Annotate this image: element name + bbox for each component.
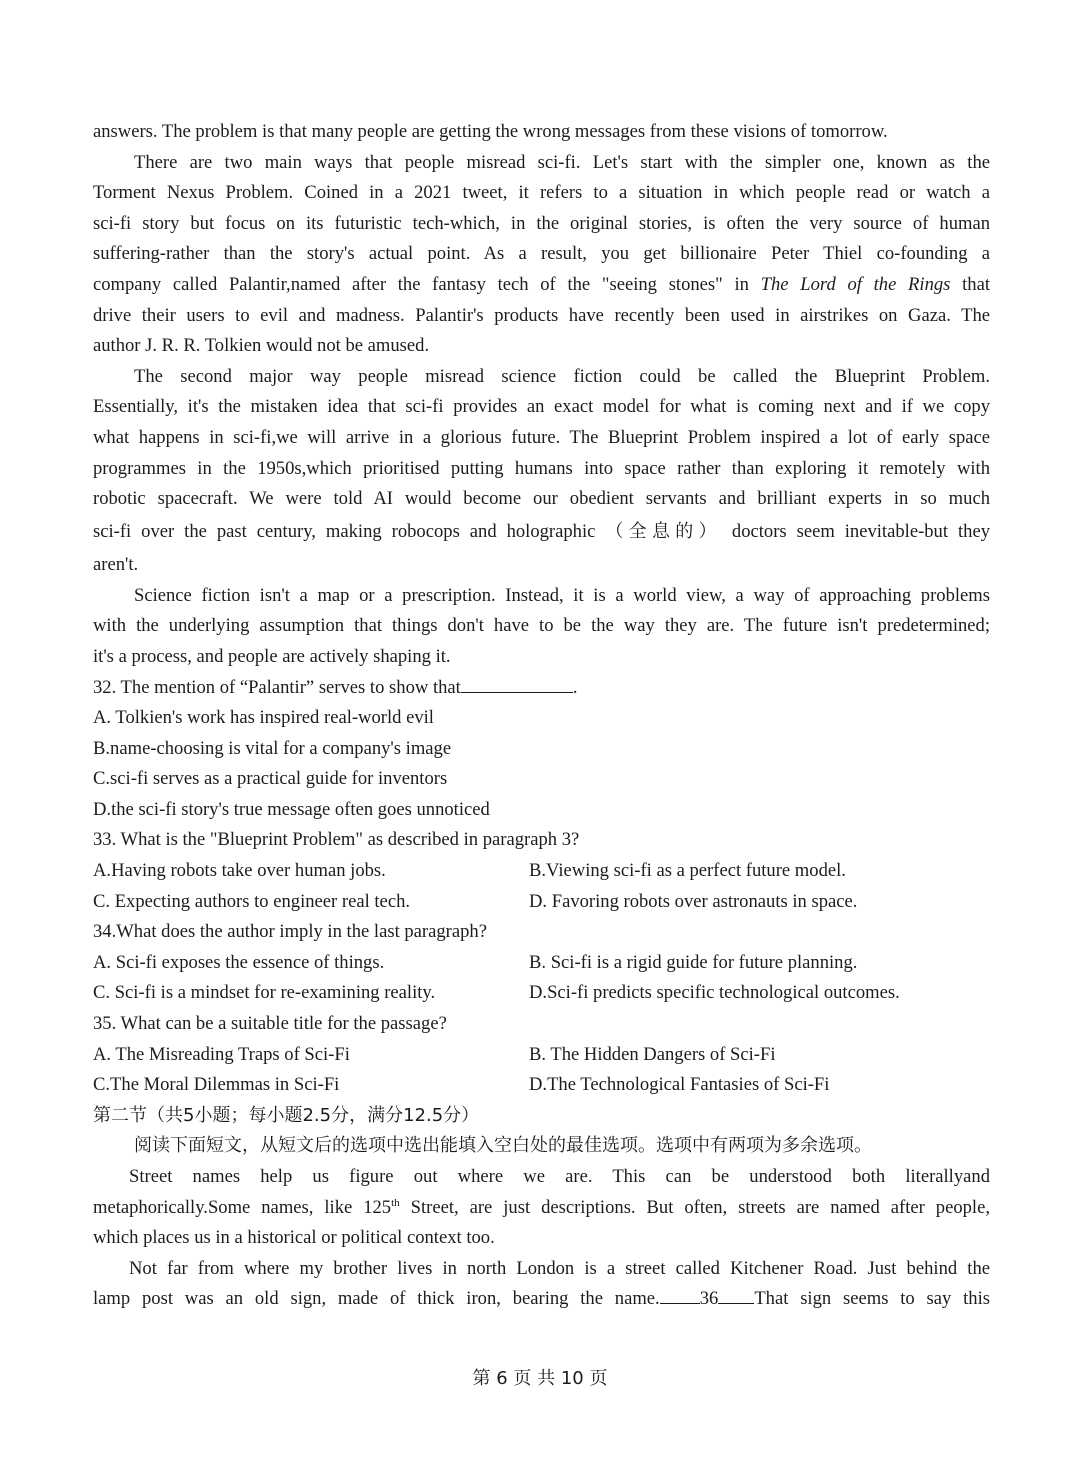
- option-b: B.Viewing sci-fi as a perfect future model.: [529, 860, 846, 882]
- question-33: [93, 825, 990, 917]
- text-span: company called Palantir,named after the fantasy tech of the "seeing stones" in: [93, 273, 761, 295]
- superscript: th: [391, 1196, 400, 1209]
- passage-line: [93, 1193, 990, 1224]
- text-span: that: [950, 273, 990, 295]
- passage-line: with the underlying assumption that things don't have to be the way they are. The future isn't predetermined;: [93, 615, 990, 637]
- passage-line: which places us in a historical or political context too.: [93, 1227, 495, 1249]
- text-span: doctors seem inevitable-but they: [731, 520, 990, 542]
- passage-line: [93, 515, 990, 548]
- option-row: [93, 948, 990, 979]
- passage-line: Science fiction isn't a map or a prescription. Instead, it is a world view, a way of approaching problems: [134, 584, 990, 606]
- option-b: B. The Hidden Dangers of Sci-Fi: [529, 1043, 776, 1065]
- passage-line: what happens in sci-fi,we will arrive in a glorious future. The Blueprint Problem inspired a lot of early space: [93, 426, 990, 448]
- question-stem: [93, 673, 990, 704]
- option-row: [93, 887, 990, 918]
- passage-line: Street names help us figure out where we are. This can be understood both literallyand: [129, 1166, 990, 1187]
- option-b: B.name-choosing is vital for a company's image: [93, 737, 452, 759]
- section-2: [93, 1101, 990, 1315]
- passage-line: robotic spacecraft. We were told AI would become our obedient servants and brilliant experts in so much: [93, 488, 990, 510]
- option-c: C.sci-fi serves as a practical guide for inventors: [93, 768, 448, 790]
- chinese-gloss: （全息的）: [605, 520, 722, 542]
- passage-line: [93, 270, 990, 301]
- text-span: 32. The mention of “Palantir” serves to show that: [93, 676, 461, 698]
- text-span: Street, are just descriptions. But often, streets are named after people,: [399, 1196, 990, 1218]
- text-span: sci-fi over the past century, making robocops and holographic: [93, 520, 596, 542]
- passage-line: author J. R. R. Tolkien would not be amused.: [93, 335, 430, 357]
- option-a: A. The Misreading Traps of Sci-Fi: [93, 1043, 350, 1065]
- option-d: D.the sci-fi story's true message often goes unnoticed: [93, 798, 490, 820]
- passage-line: The second major way people misread science fiction could be called the Blueprint Problem.: [134, 365, 990, 387]
- question-35: [93, 1009, 990, 1101]
- option-c: C. Sci-fi is a mindset for re-examining reality.: [93, 982, 436, 1004]
- option-d: D.The Technological Fantasies of Sci-Fi: [529, 1074, 830, 1096]
- option-d: D. Favoring robots over astronauts in space.: [529, 890, 858, 912]
- passage-line: [93, 1284, 990, 1315]
- passage-line: answers. The problem is that many people are getting the wrong messages from these visions of tomorrow.: [93, 121, 888, 142]
- passage-line: There are two main ways that people misread sci-fi. Let's start with the simpler one, known as the: [134, 151, 990, 173]
- passage-line: Essentially, it's the mistaken idea that sci-fi provides an exact model for what is coming next and if we copy: [93, 396, 990, 418]
- book-title-italic: The Lord of the Rings: [760, 273, 951, 295]
- question-stem: 35. What can be a suitable title for the passage?: [93, 1013, 447, 1035]
- text-span: That sign seems to say this: [754, 1288, 990, 1310]
- answer-blank: [718, 1285, 754, 1304]
- text-span: lamp post was an old sign, made of thick iron, bearing the name.: [93, 1288, 660, 1310]
- section-instruction: 阅读下面短文，从短文后的选项中选出能填入空白处的最佳选项。选项中有两项为多余选项。: [134, 1135, 872, 1157]
- page-content: [93, 117, 990, 1315]
- question-stem: 34.What does the author imply in the last paragraph?: [93, 921, 487, 943]
- section-heading: 第二节（共5小题；每小题2.5分，满分12.5分）: [93, 1104, 480, 1126]
- page-footer: 第 6 页 共 10 页: [472, 1368, 608, 1389]
- passage-line: Not far from where my brother lives in north London is a street called Kitchener Road. Just behind the: [129, 1257, 990, 1279]
- passage-line: suffering-rather than the story's actual point. As a result, you get billionaire Peter Thiel co-founding a: [93, 243, 990, 265]
- answer-blank: [660, 1285, 700, 1304]
- option-b: B. Sci-fi is a rigid guide for future planning.: [529, 951, 858, 973]
- option-row: [93, 978, 990, 1009]
- option-a: A. Sci-fi exposes the essence of things.: [93, 951, 385, 973]
- question-32: [93, 673, 990, 826]
- paragraph-conclusion: [93, 581, 990, 673]
- paragraph-misreading-ways: [93, 148, 990, 362]
- blank-number: 36: [699, 1288, 719, 1310]
- passage-line: sci-fi story but focus on its futuristic tech-which, in the original stories, is often the very source of human: [93, 212, 990, 234]
- question-stem: 33. What is the "Blueprint Problem" as described in paragraph 3?: [93, 829, 580, 851]
- paragraph-blueprint-problem: [93, 362, 990, 581]
- option-row: [93, 1070, 990, 1101]
- option-a: A.Having robots take over human jobs.: [93, 860, 386, 882]
- option-d: D.Sci-fi predicts specific technological outcomes.: [529, 982, 900, 1004]
- text-span: metaphorically.Some names, like 125: [93, 1196, 392, 1218]
- passage-line: it's a process, and people are actively shaping it.: [93, 645, 451, 667]
- passage-line: drive their users to evil and madness. Palantir's products have recently been used in airstrikes on Gaza. The: [93, 304, 990, 326]
- answer-blank: [461, 674, 573, 693]
- passage-line: aren't.: [93, 553, 139, 575]
- question-34: [93, 917, 990, 1009]
- passage-line: Torment Nexus Problem. Coined in a 2021 tweet, it refers to a situation in which people read or watch a: [93, 182, 990, 204]
- option-c: C. Expecting authors to engineer real tech.: [93, 890, 411, 912]
- passage-line: programmes in the 1950s,which prioritised putting humans into space rather than exploring it remotely with: [93, 457, 990, 479]
- text-span: .: [572, 676, 578, 698]
- option-row: [93, 856, 990, 887]
- option-a: A. Tolkien's work has inspired real-world evil: [93, 707, 434, 729]
- option-row: [93, 1040, 990, 1071]
- option-c: C.The Moral Dilemmas in Sci-Fi: [93, 1074, 340, 1096]
